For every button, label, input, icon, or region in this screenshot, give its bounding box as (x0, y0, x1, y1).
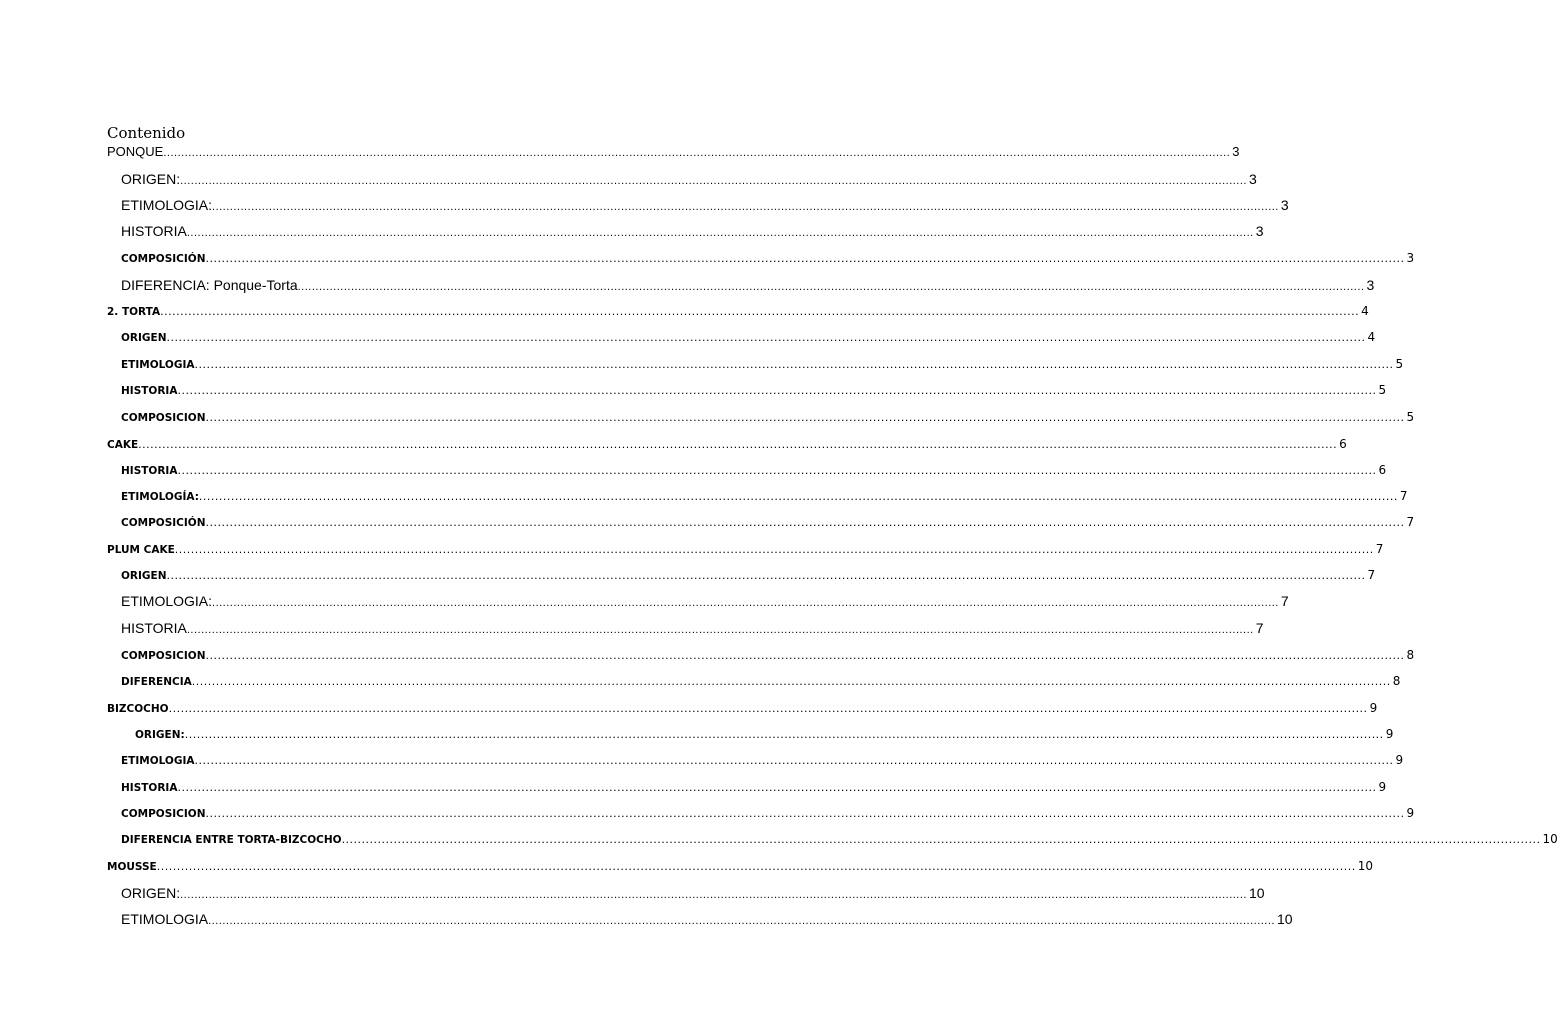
toc-entry-page-number: 8 (1392, 674, 1401, 688)
toc-entry[interactable] (121, 277, 1375, 293)
toc-entry-label: HISTORIA (121, 223, 187, 239)
toc-entry[interactable] (107, 144, 1240, 159)
toc-entry-label: HISTORIA (121, 620, 187, 636)
toc-entry[interactable] (135, 727, 1394, 741)
toc-entry[interactable] (121, 806, 1415, 820)
toc-entry-page-number: 3 (1406, 251, 1415, 265)
toc-dot-leader: ............................................................................................................................................................................................................................................................................................................ (166, 569, 1366, 582)
toc-dot-leader: ............................................................................................................................................................................................................................................................................................................ (177, 384, 1377, 397)
toc-dot-leader: ............................................................................................................................................................................................................................................................................................................ (156, 860, 1356, 873)
toc-entry-page-number: 7 (1255, 620, 1264, 636)
toc-entry-page-number: 6 (1378, 463, 1387, 477)
toc-entry-label: MOUSSE (107, 861, 157, 873)
toc-entry[interactable] (121, 648, 1415, 662)
toc-dot-leader: ............................................................................................................................................................................................................................................................................................................ (138, 438, 1338, 451)
toc-dot-leader: ............................................................................................................................................................................................................................................................................................................ (208, 915, 1275, 927)
toc-entry-label: COMPOSICION (121, 808, 206, 820)
toc-entry-page-number: 8 (1406, 648, 1415, 662)
toc-entry[interactable] (121, 885, 1265, 901)
toc-entry-page-number: 5 (1406, 410, 1415, 424)
toc-entry-page-number: 10 (1248, 885, 1265, 901)
toc-entry-page-number: 4 (1367, 330, 1376, 344)
toc-dot-leader: ............................................................................................................................................................................................................................................................................................................ (341, 833, 1541, 846)
toc-dot-leader: ............................................................................................................................................................................................................................................................................................................ (198, 490, 1398, 503)
toc-title: Contenido (107, 124, 186, 142)
toc-entry-label: HISTORIA (121, 782, 178, 794)
toc-entry[interactable] (121, 410, 1415, 424)
toc-entry-label: 2. TORTA (107, 306, 161, 318)
toc-dot-leader: ............................................................................................................................................................................................................................................................................................................ (194, 358, 1394, 371)
toc-entry[interactable] (121, 383, 1387, 397)
toc-entry[interactable] (107, 304, 1369, 318)
toc-entry-page-number: 5 (1378, 383, 1387, 397)
toc-entry-page-number: 9 (1395, 753, 1404, 767)
toc-entry[interactable] (107, 701, 1378, 715)
toc-entry-label: ETIMOLOGIA (121, 359, 195, 371)
toc-dot-leader: ............................................................................................................................................................................................................................................................................................................ (186, 227, 1254, 239)
toc-entry-page-number: 5 (1395, 357, 1404, 371)
toc-entry[interactable] (121, 489, 1408, 503)
toc-entry-label: ETIMOLOGIA (121, 755, 195, 767)
toc-dot-leader: ............................................................................................................................................................................................................................................................................................................ (194, 754, 1394, 767)
toc-dot-leader: ............................................................................................................................................................................................................................................................................................................ (174, 543, 1374, 556)
toc-entry-label: CAKE (107, 439, 139, 451)
toc-entry-page-number: 10 (1542, 832, 1558, 846)
toc-entry-page-number: 7 (1367, 568, 1376, 582)
toc-entry-page-number: 9 (1369, 701, 1378, 715)
toc-entry-page-number: 7 (1280, 593, 1289, 609)
toc-entry-label: DIFERENCIA (121, 676, 192, 688)
toc-entry[interactable] (121, 223, 1264, 239)
toc-entry[interactable] (121, 197, 1289, 213)
toc-entry-page-number: 3 (1280, 197, 1289, 213)
toc-entry[interactable] (121, 593, 1289, 609)
toc-entry-label: BIZCOCHO (107, 703, 169, 715)
toc-entry[interactable] (121, 357, 1404, 371)
toc-entry-page-number: 3 (1255, 223, 1264, 239)
toc-entry[interactable] (121, 780, 1387, 794)
toc-entry-page-number: 7 (1399, 489, 1408, 503)
toc-dot-leader: ............................................................................................................................................................................................................................................................................................................ (180, 889, 1247, 901)
toc-entry-page-number: 9 (1406, 806, 1415, 820)
toc-entry[interactable] (121, 832, 1558, 846)
toc-entry-label: HISTORIA (121, 385, 178, 397)
toc-dot-leader: ............................................................................................................................................................................................................................................................................................................ (180, 175, 1247, 187)
toc-dot-leader: ............................................................................................................................................................................................................................................................................................................ (160, 305, 1360, 318)
toc-entry[interactable] (121, 171, 1257, 187)
toc-entry-label: COMPOSICION (121, 650, 206, 662)
toc-dot-leader: ............................................................................................................................................................................................................................................................................................................ (205, 252, 1405, 265)
toc-entry[interactable] (121, 674, 1401, 688)
toc-entry-label: ORIGEN (121, 332, 167, 344)
toc-entry-label: DIFERENCIA: Ponque-Torta (121, 277, 298, 293)
toc-entry-label: COMPOSICIÓN (121, 517, 206, 529)
toc-dot-leader: ............................................................................................................................................................................................................................................................................................................ (177, 464, 1377, 477)
toc-dot-leader: ............................................................................................................................................................................................................................................................................................................ (184, 728, 1384, 741)
toc-entry[interactable] (121, 251, 1415, 265)
toc-dot-leader: ............................................................................................................................................................................................................................................................................................................ (168, 702, 1368, 715)
toc-entry-label: DIFERENCIA ENTRE TORTA-BIZCOCHO (121, 834, 342, 846)
toc-entry[interactable] (121, 911, 1293, 927)
toc-dot-leader: ............................................................................................................................................................................................................................................................................................................ (186, 624, 1254, 636)
toc-dot-leader: ............................................................................................................................................................................................................................................................................................................ (205, 516, 1405, 529)
toc-entry-page-number: 7 (1406, 515, 1415, 529)
toc-entry-label: ORIGEN: (121, 885, 181, 901)
toc-entry-label: HISTORIA (121, 465, 178, 477)
toc-dot-leader: ............................................................................................................................................................................................................................................................................................................ (297, 281, 1365, 293)
toc-dot-leader: ............................................................................................................................................................................................................................................................................................................ (205, 649, 1405, 662)
toc-entry-label: PLUM CAKE (107, 544, 175, 556)
toc-entry-label: ETIMOLOGIA (121, 911, 209, 927)
toc-entry-label: COMPOSICIÓN (121, 253, 206, 265)
toc-dot-leader: ............................................................................................................................................................................................................................................................................................................ (166, 331, 1366, 344)
toc-entry-page-number: 3 (1232, 144, 1240, 159)
toc-entry-page-number: 4 (1361, 304, 1369, 318)
toc-entry[interactable] (121, 463, 1387, 477)
toc-entry-page-number: 10 (1276, 911, 1293, 927)
toc-entry[interactable] (107, 859, 1373, 873)
toc-entry[interactable] (107, 437, 1347, 451)
toc-dot-leader: ............................................................................................................................................................................................................................................................................................................ (205, 411, 1405, 424)
toc-entry-label: COMPOSICION (121, 412, 206, 424)
toc-entry-page-number: 3 (1248, 171, 1257, 187)
toc-entry-label: PONQUE (107, 144, 164, 159)
toc-dot-leader: ............................................................................................................................................................................................................................................................................................................ (205, 807, 1405, 820)
toc-entry[interactable] (121, 330, 1376, 344)
toc-entry-label: ORIGEN: (135, 729, 185, 741)
toc-entry-page-number: 6 (1339, 437, 1347, 451)
toc-dot-leader: ............................................................................................................................................................................................................................................................................................................ (177, 781, 1377, 794)
toc-entry-label: ORIGEN (121, 570, 167, 582)
toc-dot-leader: ............................................................................................................................................................................................................................................................................................................ (212, 597, 1279, 609)
toc-entry-label: ORIGEN: (121, 171, 181, 187)
toc-entry[interactable] (121, 515, 1415, 529)
toc-entry-page-number: 9 (1385, 727, 1394, 741)
toc-entry[interactable] (121, 620, 1264, 636)
toc-dot-leader: ............................................................................................................................................................................................................................................................................................................ (191, 675, 1391, 688)
toc-entry-page-number: 3 (1366, 277, 1375, 293)
toc-entry[interactable] (121, 753, 1404, 767)
toc-entry[interactable] (107, 542, 1384, 556)
toc-entry-label: ETIMOLOGIA: (121, 197, 213, 213)
toc-entry-page-number: 10 (1357, 859, 1373, 873)
toc-dot-leader: ............................................................................................................................................................................................................................................................................................................ (212, 201, 1279, 213)
toc-entry-page-number: 9 (1378, 780, 1387, 794)
toc-entry[interactable] (121, 568, 1376, 582)
toc-entry-page-number: 7 (1375, 542, 1384, 556)
toc-entry-label: ETIMOLOGÍA: (121, 491, 199, 503)
toc-entry-label: ETIMOLOGIA: (121, 593, 213, 609)
toc-dot-leader: ............................................................................................................................................................................................................................................................................................................ (163, 147, 1231, 159)
